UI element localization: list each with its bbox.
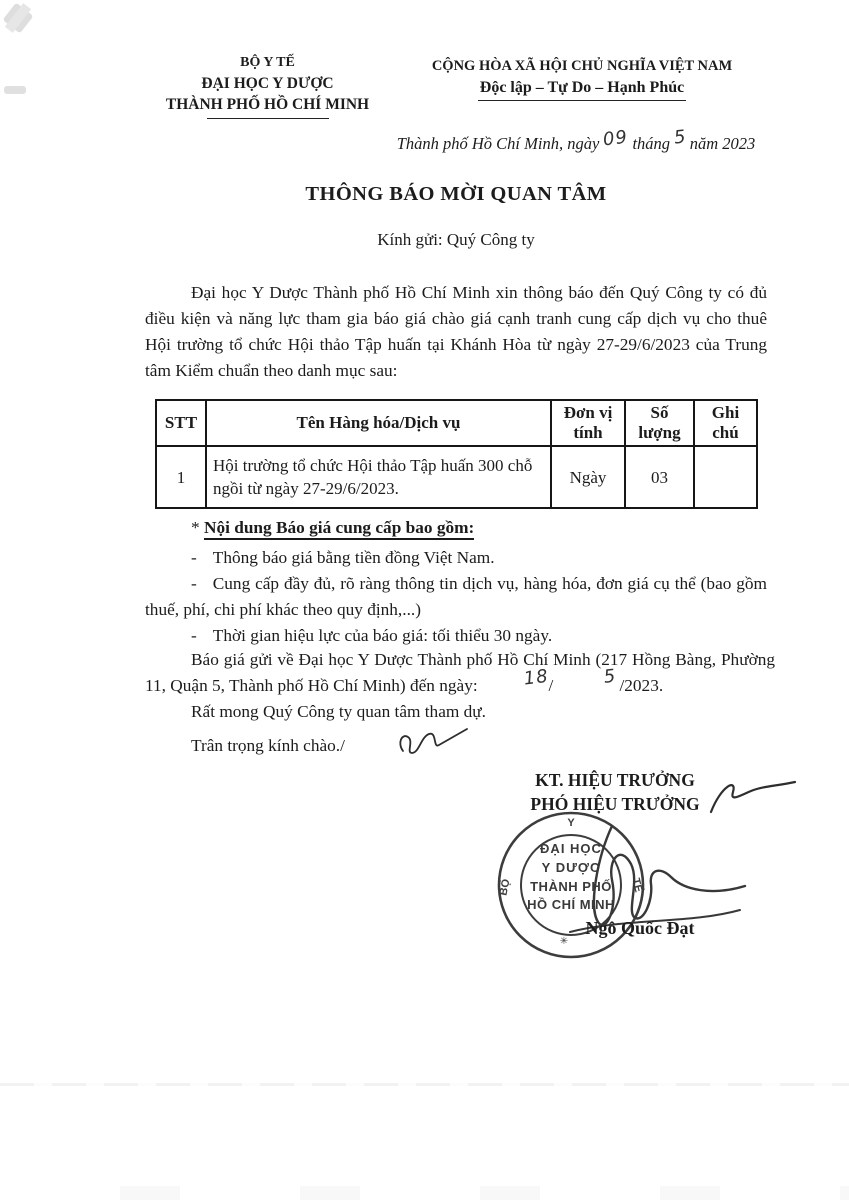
scan-artifact-top-left — [3, 3, 34, 34]
greeting-line: Kính gửi: Quý Công ty — [377, 230, 535, 249]
intro-paragraph: Đại học Y Dược Thành phố Hồ Chí Minh xin thông báo đến Quý Công ty có đủ điều kiện và năng lực tham gia báo giá chào giá cạnh tranh cung cấp dịch vụ cho thuê Hội trường tổ chức Hội thảo Tập huấn tại Khánh Hòa từ ngày 27-29/6/2023 của Trung tâm Kiểm chuẩn theo danh mục sau: — [145, 283, 767, 380]
seal-ring-right: TẾ — [629, 877, 645, 894]
bullet-text: Thời gian hiệu lực của báo giá: tối thiểu 30 ngày. — [212, 626, 553, 645]
deadline-year: /2023. — [619, 676, 664, 695]
national-title: CỘNG HÒA XÃ HỘI CHỦ NGHĨA VIỆT NAM — [431, 58, 733, 74]
col-header-unit: Đơn vị tính — [551, 400, 625, 446]
closing-salutation: Trân trọng kính chào./ — [191, 736, 345, 755]
cell-unit: Ngày — [551, 446, 625, 508]
issuer-university: ĐẠI HỌC Y DƯỢC — [201, 75, 334, 92]
handwritten-deadline-month: 5 — [602, 665, 617, 688]
quote-content-bullets — [145, 545, 767, 649]
col-header-item: Tên Hàng hóa/Dịch vụ — [206, 400, 551, 446]
seal-text-line2: Y DƯỢC — [541, 860, 601, 875]
quote-content-heading-text: Nội dung Báo giá cung cấp bao gồm: — [204, 518, 474, 540]
dateline — [385, 126, 767, 154]
col-header-stt: STT — [156, 400, 206, 446]
col-header-qty: Số lượng — [625, 400, 694, 446]
col-header-note: Ghi chú — [694, 400, 757, 446]
dateline-prefix: Thành phố Hồ Chí Minh, ngày — [396, 134, 600, 153]
closing-line-3 — [145, 725, 775, 767]
signer-role-1: KT. HIỆU TRƯỞNG — [535, 770, 695, 790]
issuer-city: THÀNH PHỐ HỒ CHÍ MINH — [165, 96, 370, 113]
bullet-item — [145, 623, 767, 649]
bullet-item — [145, 545, 767, 571]
seal-text-line4: HỒ CHÍ MINH — [527, 897, 615, 912]
initial-signature-squiggle — [347, 725, 471, 767]
slash: / — [548, 676, 554, 695]
scan-artifact-bottom — [0, 1186, 849, 1200]
closing-line-2: Rất mong Quý Công ty quan tâm tham dự. — [191, 702, 486, 721]
issuer-ministry: BỘ Y TẾ — [240, 55, 295, 70]
asterisk-marker: * — [191, 518, 200, 537]
send-to-text: Báo giá gửi về Đại học Y Dược Thành phố Hồ Chí Minh (217 Hồng Bàng, Phường 11, Quận 5, Thành phố Hồ Chí Minh) đến ngày: — [145, 650, 775, 695]
bullet-text: Cung cấp đầy đủ, rõ ràng thông tin dịch vụ, hàng hóa, đơn giá cụ thể (bao gồm thuế, phí, chi phí khác theo quy định,...) — [145, 574, 767, 619]
scan-artifact-left — [4, 86, 26, 94]
cell-qty: 03 — [625, 446, 694, 508]
handwritten-month: 5 — [672, 126, 687, 149]
issuer-block — [165, 52, 370, 119]
handwritten-day: 09 — [602, 126, 630, 151]
signer-role-2: PHÓ HIỆU TRƯỞNG — [530, 794, 700, 814]
scan-artifact-line — [0, 1083, 849, 1086]
issuer-underline — [207, 118, 329, 119]
bullet-dash: - — [191, 574, 197, 593]
national-header-block — [388, 55, 776, 101]
seal-ring-left: BỘ — [497, 878, 513, 897]
national-motto: Độc lập – Tự Do – Hạnh Phúc — [478, 77, 686, 101]
seal-star: ✳ — [559, 936, 569, 947]
dateline-suffix: năm 2023 — [689, 134, 756, 153]
bullet-dash: - — [191, 626, 197, 645]
cell-stt: 1 — [156, 446, 206, 508]
seal-ring-top: Y — [567, 817, 575, 829]
signer-name: Ngô Quốc Đạt — [585, 918, 695, 938]
seal-text-line3: THÀNH PHỐ — [530, 879, 612, 894]
bullet-dash: - — [191, 548, 197, 567]
table-row — [156, 446, 757, 508]
seal-text-line1: ĐẠI HỌC — [540, 841, 602, 856]
handwritten-deadline-day: 18 — [522, 665, 550, 690]
page-title: THÔNG BÁO MỜI QUAN TÂM — [305, 183, 607, 205]
closing-block — [145, 647, 775, 767]
bullet-item — [145, 571, 767, 623]
table-header-row — [156, 400, 757, 446]
dateline-mid: tháng — [632, 134, 671, 153]
quote-content-heading — [145, 518, 767, 538]
items-table — [155, 399, 758, 509]
cell-note — [694, 446, 757, 508]
bullet-text: Thông báo giá bằng tiền đồng Việt Nam. — [212, 548, 495, 567]
cell-item: Hội trường tổ chức Hội thảo Tập huấn 300 chỗ ngồi từ ngày 27-29/6/2023. — [206, 446, 551, 508]
send-to-paragraph — [145, 647, 775, 699]
